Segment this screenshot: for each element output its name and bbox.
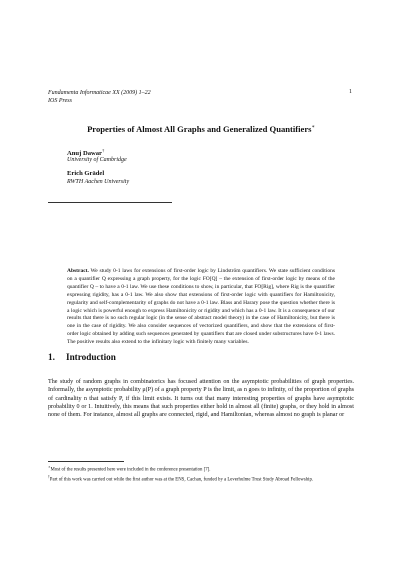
author-footnote-mark: † (101, 148, 105, 153)
running-header (48, 89, 358, 105)
abstract-label: Abstract. (67, 268, 89, 274)
page-number: 1 (349, 89, 352, 95)
paper-title (48, 124, 354, 134)
section-number: 1. (48, 352, 55, 362)
header-divider (48, 202, 172, 203)
title-text: Properties of Almost All Graphs and Generalized Quantifiers (87, 124, 312, 134)
footnote: ∗Most of the results presented here were included in the conference presentation [7]. (48, 465, 211, 473)
author-affiliation: RWTH Aachen University (67, 179, 130, 185)
title-footnote-mark: ∗ (311, 125, 315, 131)
author-name: Erich Grädel (67, 170, 105, 177)
abstract-text: We study 0-1 laws for extensions of first-order logic by Lindström quantifiers. We state sufficient conditions on a quantifier Q expressing a graph property, for the logic FO[Q] – the extension of first-order logic by means of the quantifier Q – to have a 0-1 law. We use these conditions to show, in particular, that FO[Rig], where Rig is the quantifier expressing rigidity, has a 0-1 law. We also show that extensions of first-order logic with quantifiers for Hamiltonicity, regularity and self-complementarity of graphs do not have a 0-1 law. Blass and Harary pose the question whether there is a logic which is powerful enough to express Hamiltonicity or rigidity and which has a 0-1 law. It is a consequence of our results that there is no such regular logic (in the sense of abstract model theory) in the case of Hamiltonicity, but there is one in the case of rigidity. We also consider sequences of vectorized quantifiers, and show that the extensions of first-order logic obtained by adding such sequences generated by quantifiers that are closed under substructures have 0-1 laws. The positive results also extend to the infinitary logic with finitely many variables. (67, 268, 335, 346)
section-title: Introduction (66, 352, 116, 362)
abstract (67, 268, 335, 347)
publisher-line: IOS Press (48, 98, 72, 104)
intro-paragraph: The study of random graphs in combinatorics has focused attention on the asymptotic probabilities of graph properties. Informally, the asymptotic probability μ(P) of a graph property P is the limit, as n goes to infinity, of the proportion of graphs of cardinality n that satisfy P, if this limit exists. It turns out that many interesting properties of graphs have asymptotic probability 0 or 1. Intuitively, this means that such properties either hold in almost all (finite) graphs, or they hold in almost none of them. For instance, almost all graphs are connected, rigid, and Hamiltonian, whereas almost no graph is planar or (48, 379, 354, 419)
footnote-divider (48, 461, 124, 462)
author-name: Anuj Dawar† (67, 148, 105, 158)
section-heading (48, 352, 116, 362)
journal-line: Fundamenta Informaticae XX (2009) 1–22 (48, 90, 151, 96)
footnote: †Part of this work was carried out while the first author was at the ENS, Cachan, funded by a Leverhulme Trust Study Abroad Fellowship. (48, 475, 314, 483)
footnotes (48, 464, 354, 484)
author-affiliation: University of Cambridge (67, 157, 127, 163)
